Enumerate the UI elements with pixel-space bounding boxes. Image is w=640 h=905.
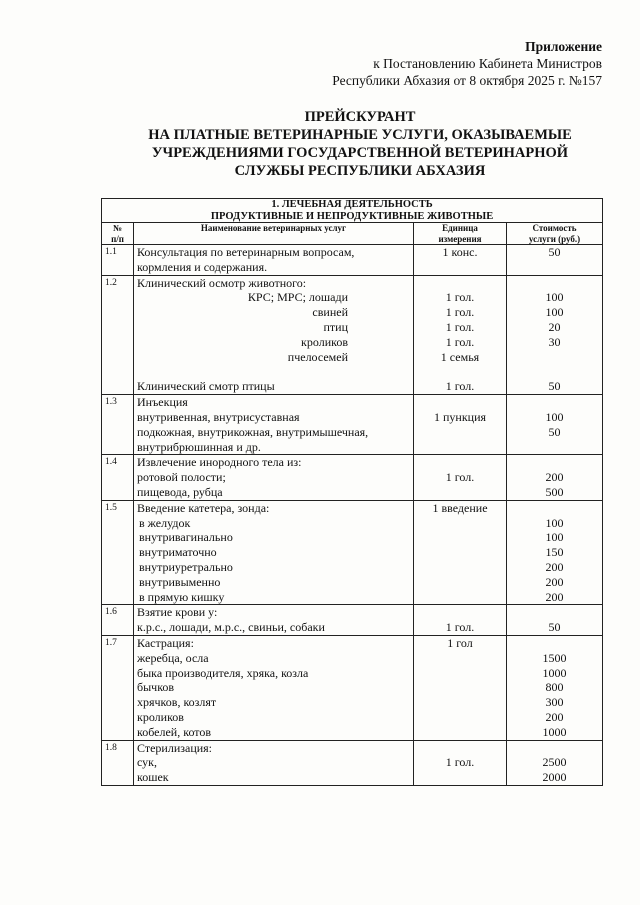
service-name-cell xyxy=(134,740,414,785)
row-number: 1.2 xyxy=(102,275,134,395)
unit-of-measure: 1 семья xyxy=(440,349,480,364)
service-name: Взятие крови у: xyxy=(137,605,218,620)
service-cost-cell xyxy=(507,245,603,276)
service-cost: 2000 xyxy=(542,770,567,785)
service-name: кормления и содержания. xyxy=(137,259,268,274)
service-cost: 100 xyxy=(545,530,564,545)
service-cost xyxy=(510,605,599,620)
service-cost: 50 xyxy=(548,424,561,439)
service-name: свиней xyxy=(312,305,348,320)
service-name: внутривыменно xyxy=(139,574,221,589)
service-name: кобелей, котов xyxy=(137,724,212,739)
appendix-title: Приложение xyxy=(525,39,602,54)
service-name-cell xyxy=(134,275,414,395)
service-cost: 1000 xyxy=(542,665,567,680)
service-name: Стерилизация: xyxy=(137,740,213,755)
unit-of-measure: 1 гол. xyxy=(445,755,475,770)
unit-of-measure xyxy=(417,530,503,545)
service-cost: 100 xyxy=(545,305,564,320)
table-row xyxy=(102,275,603,395)
column-header-name: Наименование ветеринарных услуг xyxy=(134,223,414,245)
unit-of-measure-cell xyxy=(414,500,507,605)
service-cost: 200 xyxy=(545,559,564,574)
service-cost xyxy=(510,276,599,291)
unit-of-measure-cell xyxy=(414,455,507,500)
service-name-cell xyxy=(134,605,414,636)
service-name: жеребца, осла xyxy=(137,650,209,665)
header-text: услуги (руб.) xyxy=(528,233,581,244)
service-cost: 50 xyxy=(548,620,561,635)
unit-of-measure xyxy=(417,560,503,575)
unit-of-measure xyxy=(417,395,503,410)
unit-of-measure: 1 гол. xyxy=(445,470,475,485)
service-cost: 200 xyxy=(545,589,564,604)
service-cost xyxy=(510,636,599,651)
row-number: 1.7 xyxy=(102,635,134,740)
service-cost-cell xyxy=(507,605,603,636)
unit-of-measure xyxy=(417,425,503,440)
service-name: внутриматочно xyxy=(139,545,217,560)
service-cost-cell xyxy=(507,395,603,455)
row-number: 1.1 xyxy=(102,245,134,276)
service-name: Введение катетера, зонда: xyxy=(137,500,270,515)
service-cost: 100 xyxy=(545,515,564,530)
unit-of-measure: 1 гол. xyxy=(445,319,475,334)
service-name: подкожная, внутрикожная, внутримышечная, xyxy=(137,424,369,439)
table-row xyxy=(102,635,603,740)
unit-of-measure: 1 гол xyxy=(447,635,473,650)
service-cost xyxy=(510,260,599,275)
unit-of-measure xyxy=(417,695,503,710)
service-cost-cell xyxy=(507,635,603,740)
service-name: КРС; МРС; лошади xyxy=(247,290,348,305)
service-name: к.р.с., лошади, м.р.с., свиньи, собаки xyxy=(137,620,325,635)
service-cost xyxy=(510,741,599,756)
service-name-cell xyxy=(134,395,414,455)
appendix-line-1: к Постановлению Кабинета Министров xyxy=(373,56,602,71)
service-name-cell xyxy=(134,635,414,740)
service-name: Клинический смотр птицы xyxy=(137,379,275,394)
unit-of-measure xyxy=(417,605,503,620)
header-text: № xyxy=(112,223,123,233)
service-cost xyxy=(510,395,599,410)
service-cost: 100 xyxy=(545,409,564,424)
unit-of-measure xyxy=(417,680,503,695)
service-cost: 50 xyxy=(548,245,561,259)
unit-of-measure xyxy=(417,260,503,275)
column-header-cost xyxy=(507,223,603,245)
service-cost-cell xyxy=(507,275,603,395)
service-name: ротовой полости; xyxy=(137,470,226,485)
table-row xyxy=(102,605,603,636)
appendix-header xyxy=(332,38,602,89)
service-name: быка производителя, хряка, козла xyxy=(137,665,309,680)
unit-of-measure xyxy=(417,725,503,740)
service-cost xyxy=(510,350,599,365)
service-cost: 30 xyxy=(548,334,561,349)
title-line: ПРЕЙСКУРАНТ xyxy=(304,109,416,125)
service-name: Инъекция xyxy=(137,395,188,410)
service-cost: 800 xyxy=(545,680,564,695)
unit-of-measure: 1 пункция xyxy=(433,409,487,424)
service-name: в прямую кишку xyxy=(139,589,225,604)
unit-of-measure xyxy=(417,575,503,590)
service-name: Кастрация: xyxy=(137,635,194,650)
row-number: 1.6 xyxy=(102,605,134,636)
unit-of-measure: 1 гол. xyxy=(445,620,475,635)
header-text: п/п xyxy=(111,233,124,244)
document-title xyxy=(100,108,620,180)
service-name: в желудок xyxy=(139,515,191,530)
service-cost xyxy=(510,455,599,470)
unit-of-measure xyxy=(417,276,503,291)
column-header-unit xyxy=(414,223,507,245)
service-cost: 150 xyxy=(545,545,564,560)
service-name: кошек xyxy=(137,770,169,785)
service-cost-cell xyxy=(507,740,603,785)
unit-of-measure xyxy=(417,455,503,470)
unit-of-measure-cell xyxy=(414,740,507,785)
header-text: Стоимость xyxy=(532,223,577,233)
service-name: Извлечение инородного тела из: xyxy=(137,455,302,470)
service-name: кроликов xyxy=(301,334,348,349)
unit-of-measure xyxy=(417,545,503,560)
row-number: 1.4 xyxy=(102,455,134,500)
section-title-line-2: ПРОДУКТИВНЫЕ И НЕПРОДУКТИВНЫЕ ЖИВОТНЫЕ xyxy=(210,210,494,222)
service-cost: 100 xyxy=(545,290,564,305)
service-name: бычков xyxy=(137,680,175,695)
service-name-cell xyxy=(134,245,414,276)
unit-of-measure-cell xyxy=(414,395,507,455)
service-name-cell xyxy=(134,455,414,500)
header-text: Единица xyxy=(442,223,478,233)
unit-of-measure xyxy=(417,485,503,500)
unit-of-measure-cell xyxy=(414,275,507,395)
title-line: УЧРЕЖДЕНИЯМИ ГОСУДАРСТВЕННОЙ ВЕТЕРИНАРНОЙ xyxy=(151,145,569,161)
row-number: 1.3 xyxy=(102,395,134,455)
unit-of-measure xyxy=(417,516,503,531)
service-name: хрячков, козлят xyxy=(137,695,217,710)
table-row xyxy=(102,740,603,785)
service-name: пчелосемей xyxy=(287,349,348,364)
unit-of-measure: 1 конс. xyxy=(442,245,478,259)
unit-of-measure xyxy=(417,651,503,666)
appendix-line-2: Республики Абхазия от 8 октября 2025 г. №157 xyxy=(332,73,602,88)
service-name: внутривагинально xyxy=(139,530,233,545)
service-name: внутривенная, внутрисуставная xyxy=(137,409,300,424)
unit-of-measure: 1 гол. xyxy=(445,379,475,394)
service-name: птиц xyxy=(323,319,348,334)
price-table xyxy=(101,198,603,786)
service-name: сук, xyxy=(137,755,157,770)
section-title-line-1: 1. ЛЕЧЕБНАЯ ДЕЯТЕЛЬНОСТЬ xyxy=(271,199,433,210)
service-cost: 1500 xyxy=(542,650,567,665)
title-line: СЛУЖБЫ РЕСПУБЛИКИ АБХАЗИЯ xyxy=(234,163,486,179)
table-row xyxy=(102,245,603,276)
row-number: 1.8 xyxy=(102,740,134,785)
service-name-cell xyxy=(134,500,414,605)
unit-of-measure xyxy=(417,741,503,756)
unit-of-measure-cell xyxy=(414,635,507,740)
table-row xyxy=(102,455,603,500)
service-cost: 2500 xyxy=(542,755,567,770)
unit-of-measure xyxy=(417,440,503,455)
unit-of-measure xyxy=(417,770,503,785)
unit-of-measure: 1 гол. xyxy=(445,305,475,320)
price-table-body xyxy=(102,245,603,786)
unit-of-measure xyxy=(417,710,503,725)
unit-of-measure: 1 введение xyxy=(432,500,488,515)
service-name: Консультация по ветеринарным вопросам, xyxy=(137,245,355,259)
column-header-row xyxy=(102,223,603,245)
unit-of-measure xyxy=(417,590,503,605)
service-cost: 1000 xyxy=(542,724,567,739)
service-cost: 300 xyxy=(545,695,564,710)
service-cost-cell xyxy=(507,455,603,500)
service-cost: 200 xyxy=(545,709,564,724)
service-cost: 200 xyxy=(545,470,564,485)
unit-of-measure-cell xyxy=(414,245,507,276)
unit-of-measure: 1 гол. xyxy=(445,290,475,305)
section-header-row xyxy=(102,199,603,223)
column-header-number xyxy=(102,223,134,245)
unit-of-measure-cell xyxy=(414,605,507,636)
service-name: пищевода, рубца xyxy=(137,484,223,499)
title-line: НА ПЛАТНЫЕ ВЕТЕРИНАРНЫЕ УСЛУГИ, ОКАЗЫВАЕМЫЕ xyxy=(148,127,572,143)
section-title xyxy=(102,199,603,223)
header-text: измерения xyxy=(438,233,482,244)
service-cost: 200 xyxy=(545,574,564,589)
service-cost: 500 xyxy=(545,484,564,499)
unit-of-measure xyxy=(417,666,503,681)
table-row xyxy=(102,395,603,455)
row-number: 1.5 xyxy=(102,500,134,605)
service-name: внутриуретрально xyxy=(139,559,233,574)
service-name: кроликов xyxy=(137,709,184,724)
service-cost xyxy=(510,440,599,455)
unit-of-measure: 1 гол. xyxy=(445,334,475,349)
service-cost-cell xyxy=(507,500,603,605)
service-name: Клинический осмотр животного: xyxy=(137,275,307,290)
service-cost: 50 xyxy=(548,379,561,394)
table-row xyxy=(102,500,603,605)
service-cost: 20 xyxy=(548,319,561,334)
service-cost xyxy=(510,501,599,516)
service-name: внутрибрюшинная и др. xyxy=(137,439,261,454)
